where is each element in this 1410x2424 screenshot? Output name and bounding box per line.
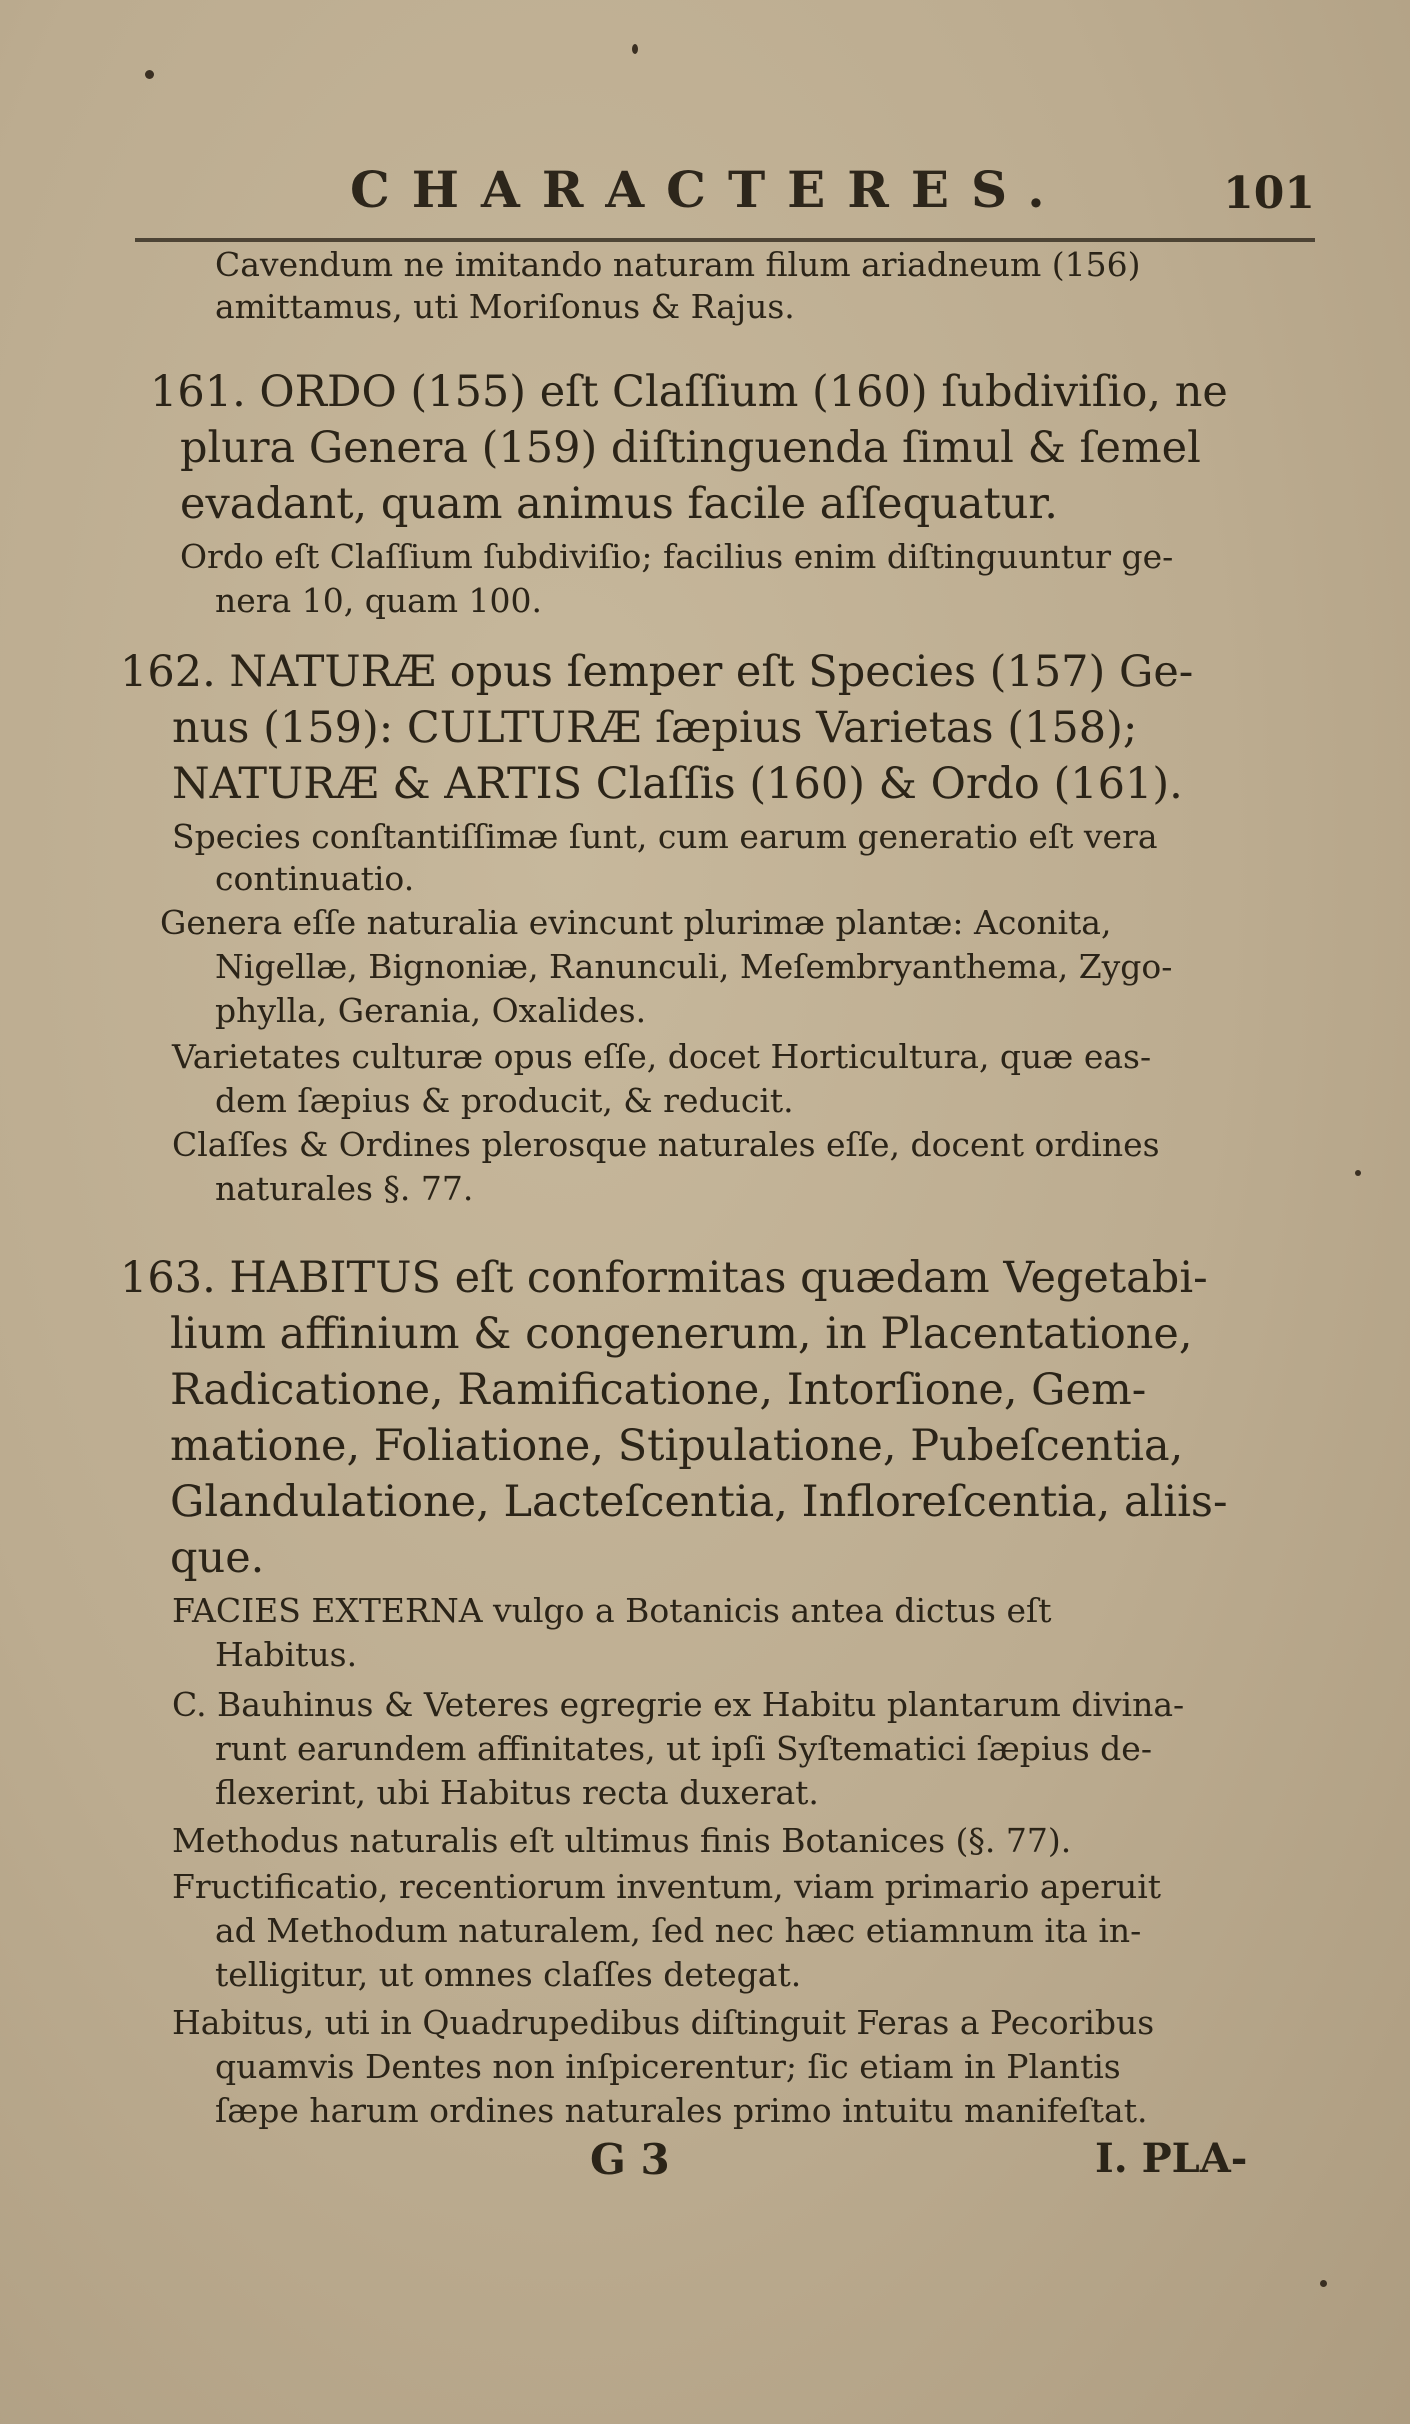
signature-mark: G 3 xyxy=(590,2135,670,2184)
paragraph-162-line: nus (159): CULTURÆ ſæpius Varietas (158); xyxy=(172,703,1138,753)
text-line: Methodus naturalis eſt ultimus finis Botanices (§. 77). xyxy=(172,1821,1072,1860)
paragraph-163-line: 163. HABITUS eſt conformitas quædam Vegetabi- xyxy=(120,1253,1208,1303)
text-line: Claſſes & Ordines plerosque naturales eſſe, docent ordines xyxy=(172,1125,1160,1164)
catchword: I. PLA- xyxy=(1095,2135,1248,2182)
paper-speck xyxy=(145,70,154,79)
text-line: continuatio. xyxy=(215,859,415,898)
paper-speck xyxy=(632,44,638,54)
text-line: naturales §. 77. xyxy=(215,1169,474,1208)
paragraph-161-line: plura Genera (159) diſtinguenda ſimul & ſemel xyxy=(180,423,1201,473)
paragraph-161-line: 161. ORDO (155) eſt Claſſium (160) ſubdiviſio, ne xyxy=(150,367,1228,417)
text-line: Genera eſſe naturalia evincunt plurimæ plantæ: Aconita, xyxy=(160,903,1112,942)
page-header xyxy=(350,160,1315,220)
text-line: Cavendum ne imitando naturam filum ariadneum (156) xyxy=(215,245,1141,284)
paragraph-163-line: Radicatione, Ramificatione, Intorſione, Gem- xyxy=(170,1365,1147,1415)
text-line: nera 10, quam 100. xyxy=(215,581,543,620)
paper-speck xyxy=(1355,1170,1361,1176)
text-line: Habitus. xyxy=(215,1635,358,1674)
text-line: ad Methodum naturalem, ſed nec hæc etiamnum ita in- xyxy=(215,1911,1142,1950)
paragraph-163-line: Glandulatione, Lacteſcentia, Infloreſcentia, aliis- xyxy=(170,1477,1228,1527)
text-line: Fructificatio, recentiorum inventum, viam primario aperuit xyxy=(172,1867,1162,1906)
text-line: amittamus, uti Moriſonus & Rajus. xyxy=(215,287,795,326)
text-line: telligitur, ut omnes claſſes detegat. xyxy=(215,1955,802,1994)
paragraph-162-line: NATURÆ & ARTIS Claſſis (160) & Ordo (161). xyxy=(172,759,1183,809)
text-line: quamvis Dentes non inſpicerentur; ſic etiam in Plantis xyxy=(215,2047,1121,2086)
text-line: Ordo eſt Claſſium ſubdiviſio; facilius enim diſtinguuntur ge- xyxy=(180,537,1174,576)
text-line: Nigellæ, Bignoniæ, Ranunculi, Meſembryanthema, Zygo- xyxy=(215,947,1173,986)
text-line: Habitus, uti in Quadrupedibus diſtinguit Feras a Pecoribus xyxy=(172,2003,1155,2042)
text-line: runt earundem affinitates, ut ipſi Syſtematici ſæpius de- xyxy=(215,1729,1152,1768)
text-line: phylla, Gerania, Oxalides. xyxy=(215,991,647,1030)
text-line: FACIES EXTERNA vulgo a Botanicis antea dictus eſt xyxy=(172,1591,1052,1630)
running-title: CHARACTERES. xyxy=(350,160,1067,219)
text-line: Species conſtantiſſimæ ſunt, cum earum generatio eſt vera xyxy=(172,817,1158,856)
text-line: flexerint, ubi Habitus recta duxerat. xyxy=(215,1773,819,1812)
text-line: dem ſæpius & producit, & reducit. xyxy=(215,1081,794,1120)
header-rule xyxy=(135,238,1315,242)
paper-speck xyxy=(1320,2280,1327,2287)
page-number: 101 xyxy=(1223,168,1315,219)
text-line: C. Bauhinus & Veteres egregrie ex Habitu plantarum divina- xyxy=(172,1685,1185,1724)
text-line: Varietates culturæ opus eſſe, docet Horticultura, quæ eas- xyxy=(172,1037,1152,1076)
paragraph-163-line: lium affinium & congenerum, in Placentatione, xyxy=(170,1309,1193,1359)
paragraph-162-line: 162. NATURÆ opus ſemper eſt Species (157) Ge- xyxy=(120,647,1194,697)
paragraph-161-line: evadant, quam animus facile aſſequatur. xyxy=(180,479,1058,529)
paragraph-163-line: matione, Foliatione, Stipulatione, Pubeſcentia, xyxy=(170,1421,1184,1471)
text-line: ſæpe harum ordines naturales primo intuitu manifeſtat. xyxy=(215,2091,1148,2130)
paragraph-163-line: que. xyxy=(170,1533,265,1583)
